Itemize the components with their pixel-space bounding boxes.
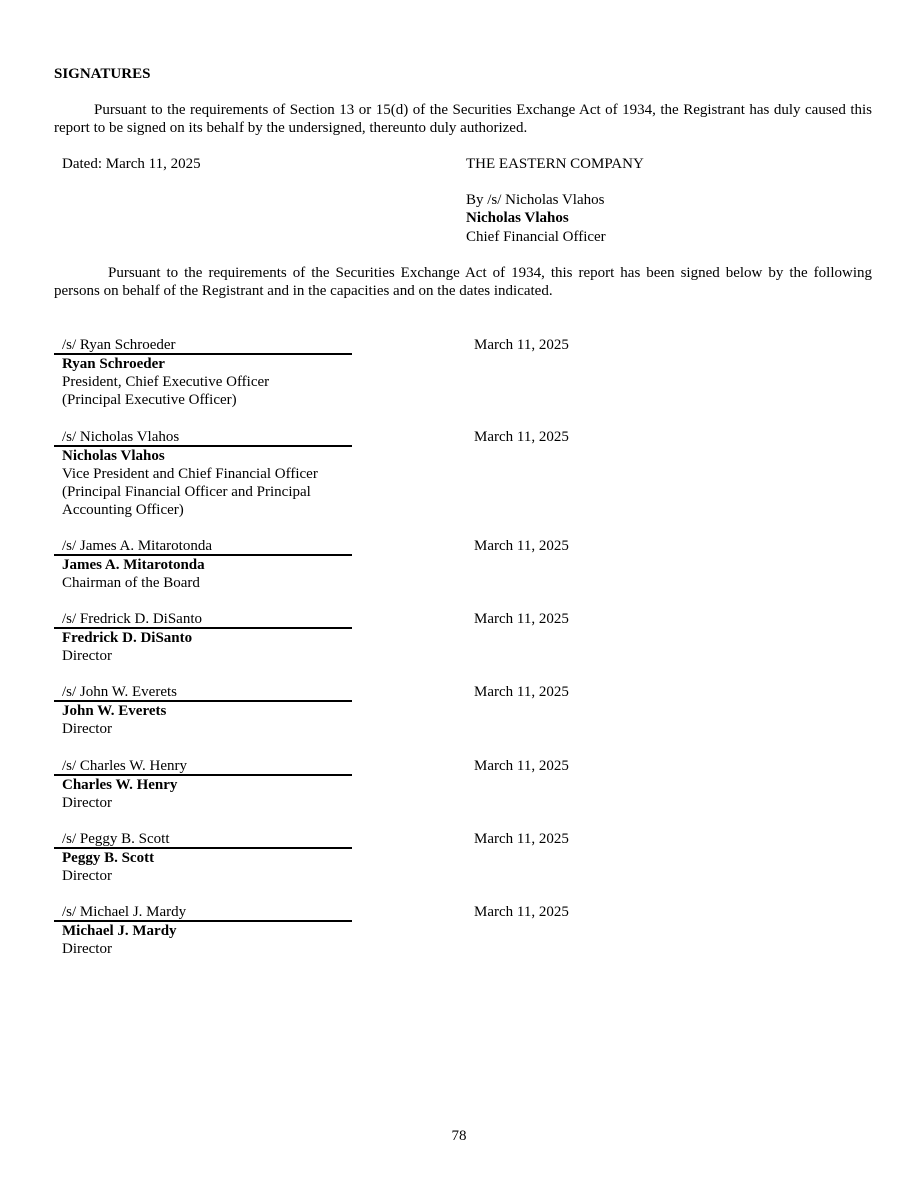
signature-line: /s/ John W. Everets — [54, 683, 352, 702]
signature-line: /s/ Michael J. Mardy — [54, 903, 352, 922]
signature-date: March 11, 2025 — [474, 684, 569, 700]
company-name: THE EASTERN COMPANY — [466, 156, 644, 172]
signature-line: /s/ James A. Mitarotonda — [54, 537, 352, 556]
signature-date: March 11, 2025 — [474, 758, 569, 774]
signature-date: March 11, 2025 — [474, 904, 569, 920]
company-signer-title: Chief Financial Officer — [466, 229, 606, 245]
signer-role: Director — [62, 721, 112, 737]
signer-role: Accounting Officer) — [62, 502, 184, 518]
signer-name: James A. Mitarotonda — [62, 557, 205, 573]
signature-date: March 11, 2025 — [474, 831, 569, 847]
company-signer-name: Nicholas Vlahos — [466, 210, 569, 226]
signature-date: March 11, 2025 — [474, 538, 569, 554]
signer-name: Ryan Schroeder — [62, 356, 165, 372]
signature-line: /s/ Nicholas Vlahos — [54, 428, 352, 447]
signer-role: President, Chief Executive Officer — [62, 374, 270, 390]
signature-date: March 11, 2025 — [474, 429, 569, 445]
authorization-paragraph: Pursuant to the requirements of Section 13 or 15(d) of the Securities Exchange Act of 1934, the Registrant has duly caused this report to be signed on its behalf by the undersigned, thereunto duly authorized. — [54, 102, 872, 136]
signer-name: Peggy B. Scott — [62, 850, 155, 866]
signer-role: Director — [62, 648, 112, 664]
section-heading: SIGNATURES — [54, 66, 151, 82]
signer-role: Director — [62, 795, 112, 811]
company-signature-line: By /s/ Nicholas Vlahos — [466, 192, 605, 208]
signer-name: Michael J. Mardy — [62, 923, 177, 939]
signer-block — [54, 428, 614, 519]
signer-role: (Principal Executive Officer) — [62, 392, 237, 408]
signer-block — [54, 903, 614, 958]
signature-date: March 11, 2025 — [474, 337, 569, 353]
signer-role: (Principal Financial Officer and Principal — [62, 484, 311, 500]
signer-block — [54, 336, 614, 409]
signer-role: Vice President and Chief Financial Officer — [62, 466, 318, 482]
signature-line: /s/ Ryan Schroeder — [54, 336, 352, 355]
signer-block — [54, 537, 614, 592]
signer-name: Nicholas Vlahos — [62, 448, 165, 464]
page-number: 78 — [451, 1128, 467, 1144]
signer-role: Director — [62, 941, 112, 957]
signer-block — [54, 830, 614, 885]
signer-block — [54, 683, 614, 738]
signer-name: John W. Everets — [62, 703, 167, 719]
signature-line: /s/ Charles W. Henry — [54, 757, 352, 776]
dated-line: Dated: March 11, 2025 — [62, 156, 201, 172]
signature-line: /s/ Fredrick D. DiSanto — [54, 610, 352, 629]
signature-date: March 11, 2025 — [474, 611, 569, 627]
signature-line: /s/ Peggy B. Scott — [54, 830, 352, 849]
capacities-paragraph: Pursuant to the requirements of the Securities Exchange Act of 1934, this report has been signed below by the following persons on behalf of the Registrant and in the capacities and on the dates indicated. — [54, 265, 872, 299]
signer-name: Fredrick D. DiSanto — [62, 630, 193, 646]
signer-role: Director — [62, 868, 112, 884]
signer-block — [54, 610, 614, 665]
signer-role: Chairman of the Board — [62, 575, 200, 591]
signer-name: Charles W. Henry — [62, 777, 178, 793]
signer-block — [54, 757, 614, 812]
